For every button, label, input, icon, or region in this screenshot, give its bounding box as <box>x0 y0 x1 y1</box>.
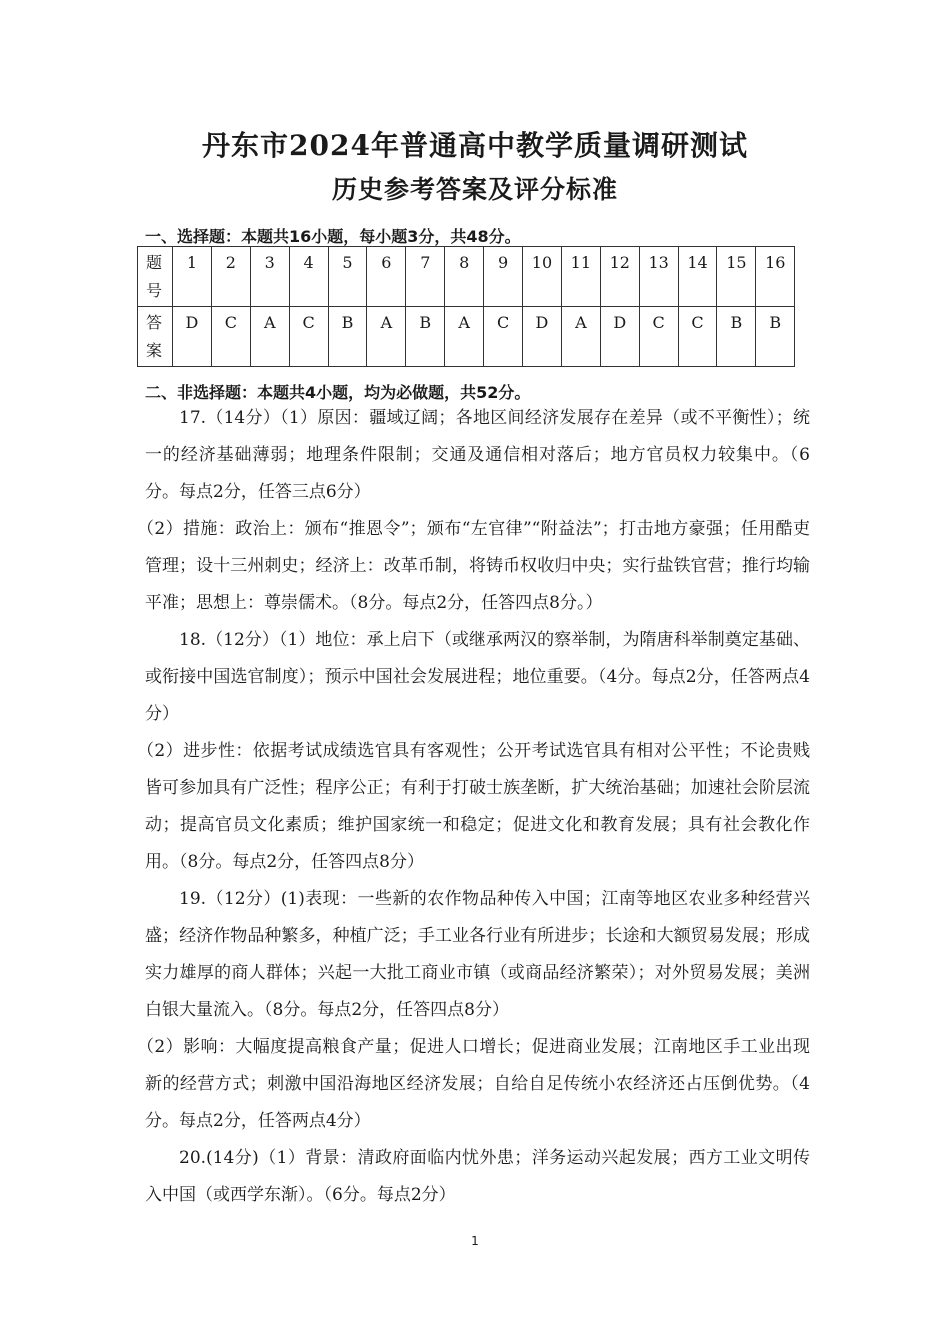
table-cell-answer: C <box>639 307 678 367</box>
table-cell-answer: B <box>717 307 756 367</box>
table-cell-number: 12 <box>600 247 639 307</box>
table-cell-answer: B <box>406 307 445 367</box>
page-number: 1 <box>471 1234 479 1248</box>
table-row-answers <box>138 307 795 367</box>
q18-part1: 18.（12分）（1）地位：承上启下（或继承两汉的察举制，为隋唐科举制奠定基础、或衔接中国选官制度）；预示中国社会发展进程；地位重要。（4分。每点2分，任答两点4分） <box>145 630 810 724</box>
table-cell-number: 5 <box>328 247 367 307</box>
table-cell-number: 15 <box>717 247 756 307</box>
table-cell-answer: C <box>484 307 523 367</box>
section-heading-essay: 二、非选择题：本题共4小题，均为必做题，共52分。 <box>145 383 531 402</box>
table-cell-answer: A <box>445 307 484 367</box>
table-cell-number: 4 <box>289 247 328 307</box>
table-cell-answer: D <box>600 307 639 367</box>
table-cell-number: 3 <box>250 247 289 307</box>
answers-body <box>137 400 810 1214</box>
page-title: 丹东市2024年普通高中教学质量调研测试 <box>202 129 748 162</box>
page-subtitle: 历史参考答案及评分标准 <box>331 175 618 204</box>
table-cell-number: 2 <box>211 247 250 307</box>
table-cell-answer: B <box>756 307 795 367</box>
q19-part1: 19.（12分）(1)表现：一些新的农作物品种传入中国；江南等地区农业多种经营兴盛；经济作物品种繁多，种植广泛；手工业各行业有所进步；长途和大额贸易发展；形成实力雄厚的商人群体；兴起一大批工商业市镇（或商品经济繁荣）；对外贸易发展；美洲白银大量流入。（8分。每点2分，任答四点8分） <box>145 889 810 1020</box>
q19-part2: （2）影响：大幅度提高粮食产量；促进人口增长；促进商业发展；江南地区手工业出现新的经营方式；刺激中国沿海地区经济发展；自给自足传统小农经济还占压倒优势。（4分。每点2分，任答两点4分） <box>137 1037 810 1131</box>
table-cell-number: 1 <box>173 247 212 307</box>
table-cell-answer: C <box>211 307 250 367</box>
table-row-head: 题号 <box>138 247 173 307</box>
q17-part2: （2）措施：政治上：颁布“推恩令”；颁布“左官律”“附益法”；打击地方豪强；任用酷吏管理；设十三州刺史；经济上：改革币制，将铸币权收归中央；实行盐铁官营；推行均输平准；思想上：尊崇儒术。（8分。每点2分，任答四点8分。） <box>137 519 810 613</box>
q20-part1: 20.(14分)（1）背景：清政府面临内忧外患；洋务运动兴起发展；西方工业文明传入中国（或西学东渐）。（6分。每点2分） <box>145 1148 810 1205</box>
table-cell-number: 6 <box>367 247 406 307</box>
table-cell-number: 8 <box>445 247 484 307</box>
table-cell-number: 9 <box>484 247 523 307</box>
table-cell-answer: C <box>289 307 328 367</box>
table-cell-answer: D <box>523 307 562 367</box>
table-cell-answer: B <box>328 307 367 367</box>
table-cell-number: 14 <box>678 247 717 307</box>
table-row-numbers <box>138 247 795 307</box>
q17-part1: 17.（14分）（1）原因：疆域辽阔；各地区间经济发展存在差异（或不平衡性）；统一的经济基础薄弱；地理条件限制；交通及通信相对落后；地方官员权力较集中。（6分。每点2分，任答三点6分） <box>145 408 810 502</box>
section-heading-choice: 一、选择题：本题共16小题，每小题3分，共48分。 <box>145 227 521 246</box>
table-row-head: 答案 <box>138 307 173 367</box>
table-cell-answer: A <box>561 307 600 367</box>
table-cell-answer: C <box>678 307 717 367</box>
table-cell-answer: A <box>250 307 289 367</box>
table-cell-number: 7 <box>406 247 445 307</box>
table-cell-answer: A <box>367 307 406 367</box>
q18-part2: （2）进步性：依据考试成绩选官具有客观性；公开考试选官具有相对公平性；不论贵贱皆可参加具有广泛性；程序公正；有利于打破士族垄断，扩大统治基础；加速社会阶层流动；提高官员文化素质；维护国家统一和稳定；促进文化和教育发展；具有社会教化作用。（8分。每点2分，任答四点8分） <box>137 741 810 872</box>
table-cell-number: 13 <box>639 247 678 307</box>
table-cell-number: 10 <box>523 247 562 307</box>
table-cell-number: 16 <box>756 247 795 307</box>
table-cell-answer: D <box>173 307 212 367</box>
table-cell-number: 11 <box>561 247 600 307</box>
answer-table <box>137 246 795 367</box>
